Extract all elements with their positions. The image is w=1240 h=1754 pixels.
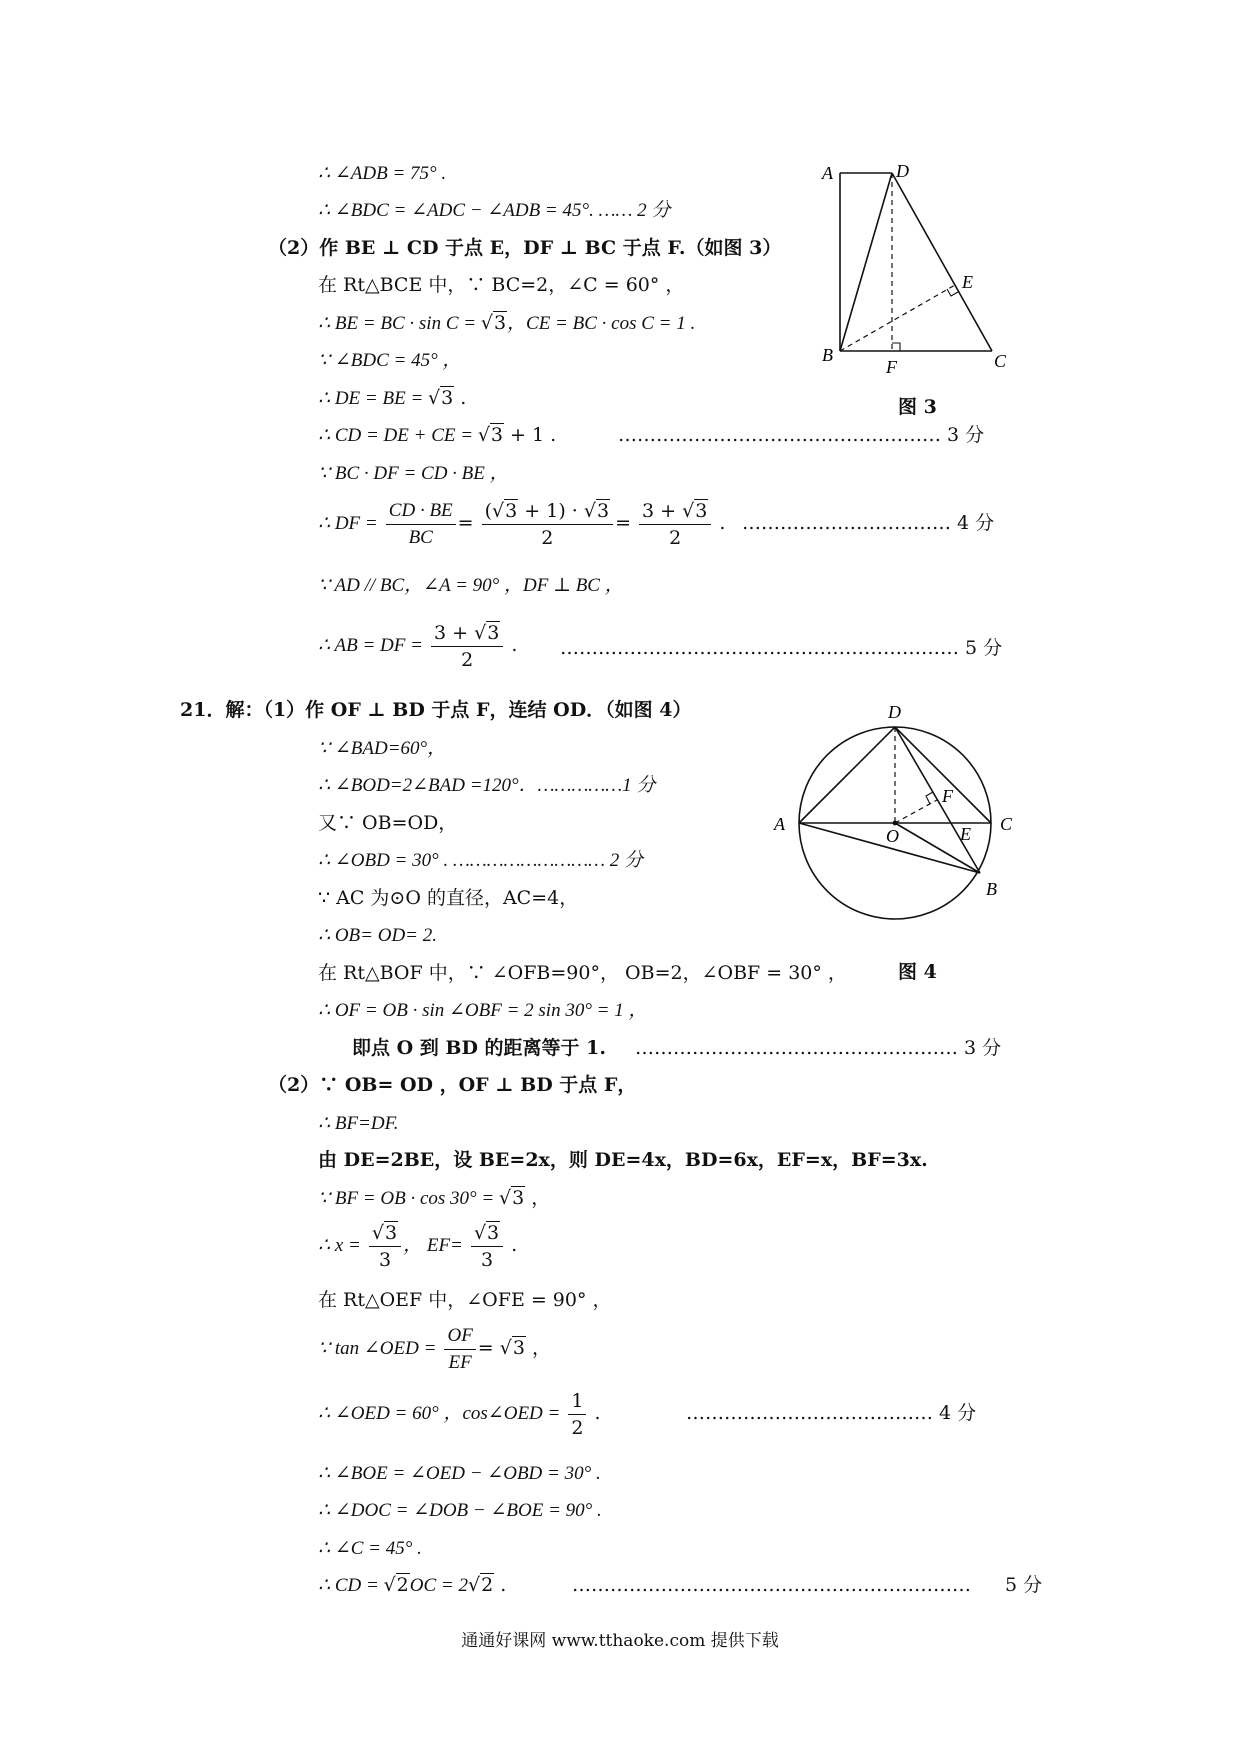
line-21-19: ∴ ∠BOE = ∠OED − ∠OBD = 30° .	[318, 1463, 601, 1484]
line-21-12: ∴ BF=DF.	[318, 1113, 399, 1134]
line-21-2: ∵ ∠BAD=60°，	[318, 738, 447, 759]
label-D: D	[888, 702, 901, 722]
figure-4	[770, 700, 1040, 930]
fraction: $\frac{1}{2}$	[568, 1388, 586, 1441]
line-20-1: ∴ ∠ADB = 75° .	[318, 163, 447, 184]
line-20-9: ∵ BC · DF = CD · BE ，	[318, 463, 509, 484]
line-20-7: ∴ DE = BE = √3 .	[318, 387, 467, 409]
label-E: E	[960, 824, 971, 844]
line-21-1: 21．解：（1）作 OF ⊥ BD 于点 F，连结 OD．（如图 4）	[180, 699, 692, 721]
fraction: $\frac{3 + √3}{2}$	[639, 498, 711, 551]
line-20-3: （2）作 BE ⊥ CD 于点 E，DF ⊥ BC 于点 F.（如图 3）	[268, 237, 782, 259]
line-20-10: ∴ DF = $\frac{CD \cdot BE}{BC}$ = $\frac{(√3 + 1) \cdot √3}{2}$ = $\frac{3 + √3}{2}$ .	[318, 499, 726, 549]
label-B: B	[822, 345, 833, 365]
sqrt-2: √2	[383, 1574, 409, 1596]
score-20-4: …………………………… 4 分	[742, 512, 995, 534]
fraction: $\frac{√3}{3}$	[369, 1220, 401, 1273]
line-21-15: ∴ x = $\frac{√3}{3}$ ， EF= $\frac{√3}{3}$ .	[318, 1221, 518, 1271]
line-20-5: ∴ BE = BC · sin C = √3，CE = BC · cos C = 1 .	[318, 312, 696, 334]
line-20-4: 在 Rt△BCE 中，∵ BC=2，∠C = 60° ，	[318, 274, 685, 296]
footer-source: 通通好课网 www.tthaoke.com 提供下载	[461, 1631, 779, 1651]
sqrt-2: √2	[467, 1574, 494, 1596]
sqrt-3: √3	[480, 312, 507, 334]
line-21-3: ∴ ∠BOD=2∠BAD =120°．……………1 分	[318, 775, 656, 796]
line-20-11: ∵ AD // BC，∠A = 90° ，DF ⊥ BC ，	[318, 575, 624, 596]
line-21-14: ∵ BF = OB · cos 30° = √3 ，	[318, 1187, 551, 1209]
line-21-20: ∴ ∠DOC = ∠DOB − ∠BOE = 90° .	[318, 1500, 602, 1521]
line-21-8: 在 Rt△BOF 中，∵ ∠OFB=90°， OB=2，∠OBF = 30° ，	[318, 962, 847, 984]
fraction: $\frac{CD \cdot BE}{BC}$	[386, 498, 456, 551]
label-F: F	[886, 357, 897, 377]
score-20-3: …………………………………………… 3 分	[618, 424, 985, 446]
sqrt-3: √3	[477, 424, 504, 446]
line-20-2: ∴ ∠BDC = ∠ADC − ∠ADB = 45°. …… 2 分	[318, 200, 671, 221]
line-21-21: ∴ ∠C = 45° .	[318, 1538, 422, 1559]
score-20-5: ……………………………………………………… 5 分	[560, 637, 1003, 659]
line-21-18: ∴ ∠OED = 60° ，cos∠OED = $\frac{1}{2}$ .	[318, 1389, 601, 1439]
fraction: $\frac{(√3 + 1) \cdot √3}{2}$	[482, 498, 613, 551]
line-21-11: （2）∵ OB= OD ，OF ⊥ BD 于点 F，	[268, 1074, 637, 1096]
sqrt-3: √3	[498, 1187, 525, 1209]
fraction: $\frac{√3}{3}$	[471, 1220, 503, 1273]
sqrt-3: √3	[499, 1337, 525, 1359]
label-E: E	[962, 272, 973, 292]
fraction: $\frac{OF}{EF}$	[444, 1323, 475, 1376]
label-A: A	[822, 163, 833, 183]
line-21-16: 在 Rt△OEF 中，∠OFE = 90° ，	[318, 1289, 612, 1311]
label-B: B	[986, 879, 997, 899]
line-21-10: 即点 O 到 BD 的距离等于 1.	[352, 1037, 606, 1059]
line-20-12: ∴ AB = DF = $\frac{3 + √3}{2}$ .	[318, 621, 518, 671]
line-21-13: 由 DE=2BE，设 BE=2x，则 DE=4x，BD=6x，EF=x，BF=3x.	[318, 1149, 928, 1171]
score-21-5: 5 分	[1005, 1574, 1043, 1596]
line-21-5: ∴ ∠OBD = 30° . ……………………… 2 分	[318, 850, 644, 871]
figure-3-caption: 图 3	[898, 396, 937, 418]
line-20-8: ∴ CD = DE + CE = √3 + 1 .	[318, 424, 557, 446]
label-F: F	[942, 786, 953, 806]
label-A: A	[774, 814, 785, 834]
sqrt-3: √3	[428, 387, 454, 409]
figure-3	[800, 155, 1030, 415]
label-D: D	[896, 161, 909, 181]
score-21-4: ………………………………… 4 分	[686, 1402, 977, 1424]
fraction: $\frac{3 + √3}{2}$	[431, 620, 503, 673]
score-21-3: …………………………………………… 3 分	[635, 1037, 1002, 1059]
line-21-7: ∴ OB= OD= 2.	[318, 925, 438, 946]
figure-4-caption: 图 4	[898, 961, 937, 983]
line-20-6: ∵ ∠BDC = 45° ，	[318, 350, 462, 371]
score-21-5-dots: ………………………………………………………	[572, 1574, 971, 1596]
line-21-4: 又∵ OB=OD，	[318, 812, 458, 834]
line-21-6: ∵ AC 为⊙O 的直径，AC=4，	[318, 887, 579, 909]
label-C: C	[994, 351, 1007, 371]
line-21-17: ∵ tan ∠OED = $\frac{OF}{EF}$ = √3 ，	[318, 1318, 551, 1379]
line-21-9: ∴ OF = OB · sin ∠OBF = 2 sin 30° = 1 ，	[318, 1000, 648, 1021]
label-O: O	[886, 826, 899, 846]
label-C: C	[1000, 814, 1013, 834]
line-21-22: ∴ CD = √2OC = 2√2 .	[318, 1574, 507, 1596]
